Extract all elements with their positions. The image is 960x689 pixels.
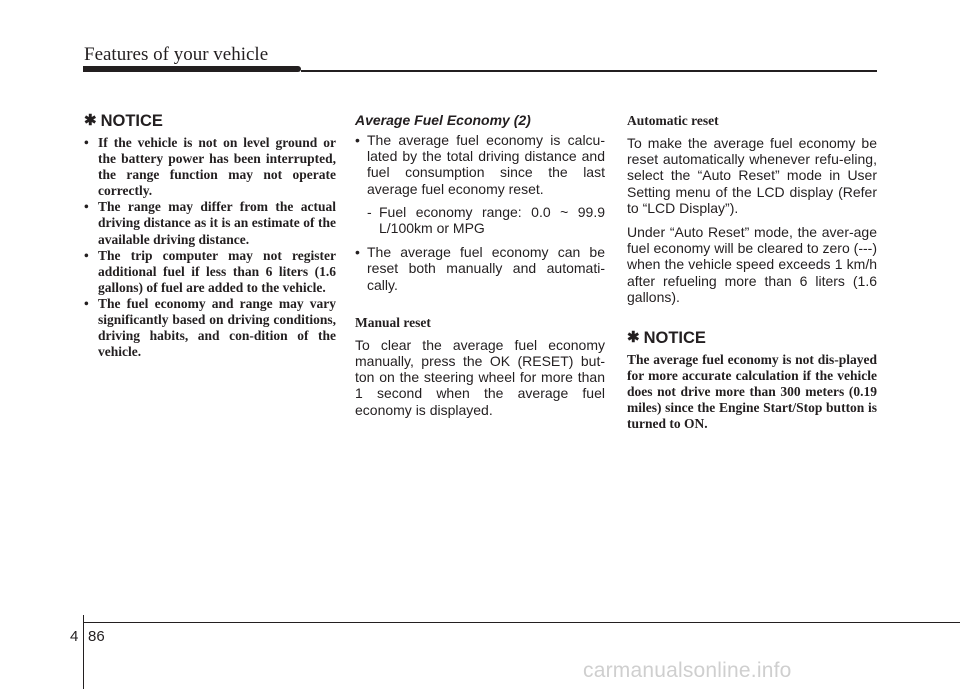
star-icon: ✱ xyxy=(84,112,97,129)
header-rule-thick xyxy=(83,66,301,72)
page-header-title: Features of your vehicle xyxy=(84,44,269,65)
list-item: • The range may differ from the actual driving distance as it is an estimate of the available driving distance. xyxy=(84,199,336,247)
automatic-reset-heading: Automatic reset xyxy=(627,113,719,128)
list-item: • The average fuel economy can be reset both manually and automati-cally. xyxy=(355,244,605,293)
column-2 xyxy=(355,110,605,426)
notice-list xyxy=(84,135,336,360)
average-fuel-economy-list-2 xyxy=(355,244,605,293)
list-item: • The fuel economy and range may vary significantly based on driving conditions, driving habits, and con-dition of the vehicle. xyxy=(84,295,336,360)
bullet-icon: • xyxy=(84,199,89,215)
footer-rule xyxy=(84,622,960,623)
fuel-economy-range: - Fuel economy range: 0.0 ~ 99.9 L/100km or MPG xyxy=(367,203,605,237)
bullet-icon: • xyxy=(84,295,89,311)
notice-heading-2 xyxy=(627,327,877,349)
notice-heading-label: NOTICE xyxy=(100,112,163,130)
header-rule-thin xyxy=(301,70,877,72)
automatic-reset-text-1: To make the average fuel economy be reset automatically whenever refu-eling, select the “Auto Reset” mode in User Setting menu of the LCD display (Refer to “LCD Display”). xyxy=(627,135,877,216)
notice-heading-label: NOTICE xyxy=(643,329,706,348)
bullet-icon: • xyxy=(84,247,89,263)
page-number: 86 xyxy=(88,628,105,645)
bullet-icon: • xyxy=(84,135,89,150)
automatic-reset-text-2: Under “Auto Reset” mode, the aver-age fuel economy will be cleared to zero (---) when the vehicle speed exceeds 1 km/h after refueling more than 6 liters (1.6 gallons). xyxy=(627,224,877,305)
list-item: • If the vehicle is not on level ground or the battery power has been interrupted, the range function may not operate correctly. xyxy=(84,135,336,199)
bullet-icon: • xyxy=(355,244,360,261)
column-3 xyxy=(627,110,877,433)
watermark: carmanualsonline.info xyxy=(583,659,792,682)
column-1 xyxy=(84,110,336,360)
notice-heading xyxy=(84,110,336,132)
section-heading-average-fuel-economy: Average Fuel Economy (2) xyxy=(355,112,531,128)
manual-reset-text: To clear the average fuel economy manually, press the OK (RESET) but-ton on the steering wheel for more than 1 second when the average fuel economy is displayed. xyxy=(355,336,605,418)
bullet-icon: • xyxy=(355,132,360,148)
notice-text: The average fuel economy is not dis-played for more accurate calculation if the vehicle does not drive more than 300 meters (0.19 miles) since the Engine Start/Stop button is turned to ON. xyxy=(627,352,877,432)
list-item: • The average fuel economy is calcu-lated by the total driving distance and fuel consumption since the last average fuel economy reset. xyxy=(355,132,605,197)
list-item: • The trip computer may not register additional fuel if less than 6 liters (1.6 gallons) of fuel are added to the vehicle. xyxy=(84,247,336,295)
dash-icon: - xyxy=(367,203,372,220)
footer-vertical-rule xyxy=(83,615,84,689)
manual-reset-heading: Manual reset xyxy=(355,314,431,330)
average-fuel-economy-list xyxy=(355,132,605,197)
chapter-number: 4 xyxy=(70,628,79,645)
star-icon: ✱ xyxy=(627,329,640,347)
